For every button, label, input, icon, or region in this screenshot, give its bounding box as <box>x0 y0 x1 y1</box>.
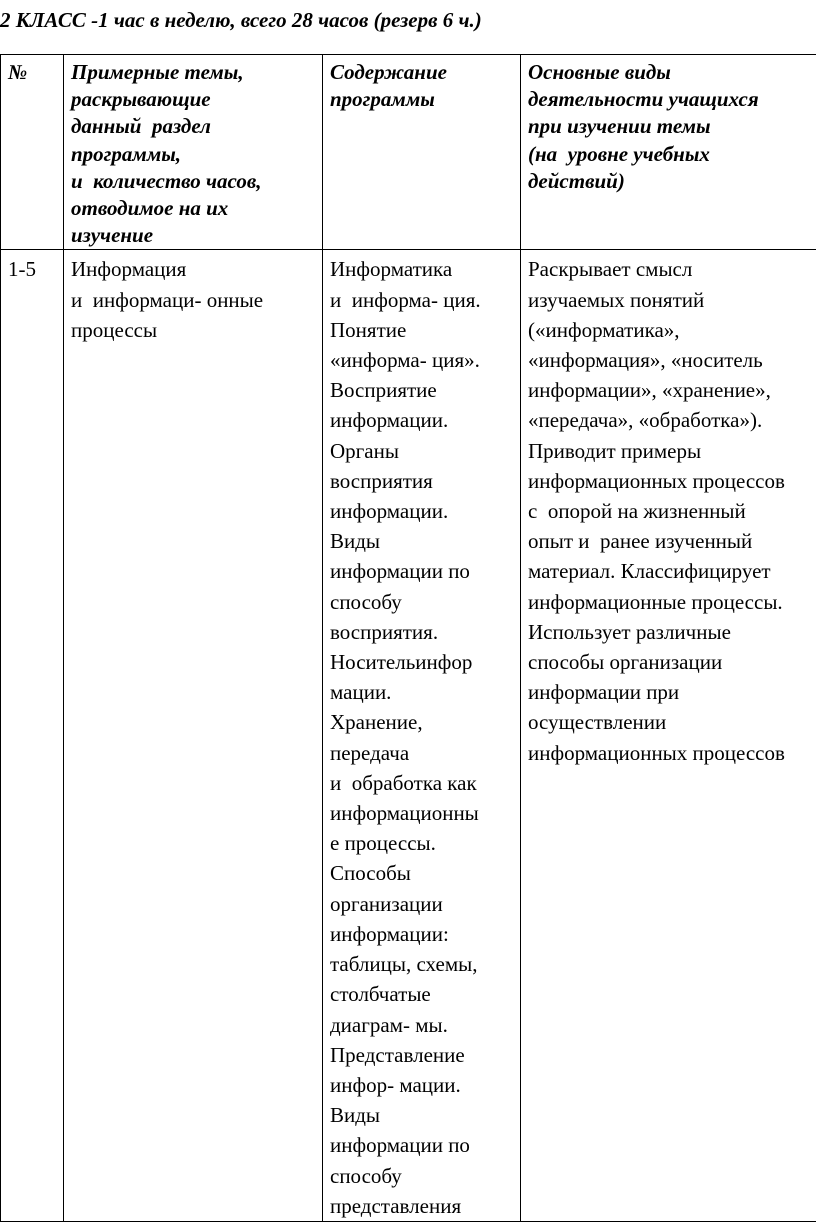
header-content <box>323 55 521 250</box>
row-content: Информатика и информа- ция. Понятие «информа- ция». Восприятие информации. Органы восприятия информации. Виды информации по способу восприятия. Носительинфор мации. Хранение, передача и обработка как информационны е процессы. Способы организации информации: таблицы, схемы, столбчатые диаграм- мы. Представление инфор- мации. Виды информации по способу представления <box>330 254 514 1221</box>
row-number: 1-5 <box>8 254 57 284</box>
header-activities <box>521 55 816 250</box>
header-topics <box>64 55 323 250</box>
header-number <box>1 55 64 250</box>
header-number-text: № <box>8 59 57 86</box>
row-activities: Раскрывает смысл изучаемых понятий («информатика», «информация», «носитель информации», «хранение», «передача», «обработка»). Приводит примеры информационных процессов с опорой на жизненный опыт и ранее изученный материал. Классифицирует информационные процессы. Использует различные способы организации информации при осуществлении информационных процессов <box>528 254 816 767</box>
row-topics-cell <box>64 250 323 1222</box>
row-number-cell <box>1 250 64 1222</box>
document-title: 2 КЛАСС -1 час в неделю, всего 28 часов (резерв 6 ч.) <box>0 8 482 33</box>
table-row <box>1 250 816 1222</box>
row-content-cell <box>323 250 521 1222</box>
header-topics-text: Примерные темы, раскрывающие данный раздел программы, и количество часов, отводимое на их изучение <box>71 59 316 249</box>
header-content-text: Содержание программы <box>330 59 514 113</box>
row-activities-cell <box>521 250 816 1222</box>
header-activities-text: Основные виды деятельности учащихся при изучении темы (на уровне учебных действий) <box>528 59 816 195</box>
table-header-row <box>1 55 816 250</box>
row-topics: Информация и информаци- онные процессы <box>71 254 316 345</box>
curriculum-table <box>0 54 816 1222</box>
